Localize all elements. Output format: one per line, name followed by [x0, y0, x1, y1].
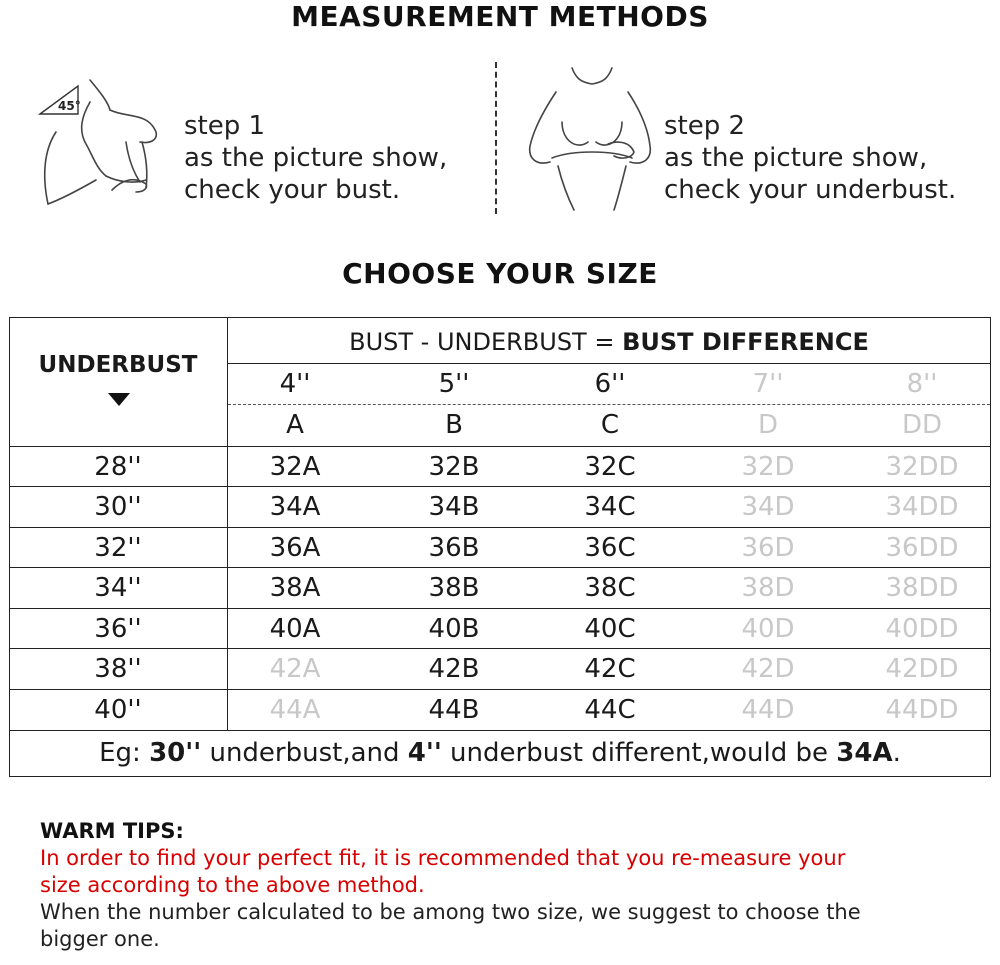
size-cell: 42B [428, 654, 480, 684]
angle-label: 45° [58, 99, 81, 113]
table-vdivider [227, 317, 228, 731]
arrow-down-icon [108, 393, 130, 406]
col-cup: A [286, 410, 304, 440]
formula-prefix: BUST - UNDERBUST = [349, 328, 623, 356]
size-cell: 34B [428, 492, 480, 522]
size-cell: 40DD [885, 614, 959, 644]
size-cell: 42DD [885, 654, 959, 684]
warm-tips [40, 818, 861, 953]
size-cell: 42D [741, 654, 795, 684]
step-1-label: step 1 [184, 111, 266, 141]
step-2-line1: as the picture show, [664, 143, 928, 173]
size-cell: 44C [584, 695, 636, 725]
size-cell: 32D [741, 452, 795, 482]
underbust-header: UNDERBUST [38, 352, 198, 378]
size-cell: 32C [584, 452, 636, 482]
size-cell: 38D [741, 573, 795, 603]
size-cell: 34D [741, 492, 795, 522]
size-cell: 40C [584, 614, 636, 644]
size-cell: 34C [584, 492, 636, 522]
tips-line: bigger one. [40, 927, 160, 951]
underbust-value: 36'' [94, 614, 142, 644]
formula-bold: BUST DIFFERENCE [622, 328, 869, 356]
size-cell: 32A [269, 452, 321, 482]
bust-difference-formula [228, 322, 990, 362]
underbust-value: 28'' [94, 452, 142, 482]
underbust-measure-illustration [522, 62, 662, 212]
step-2-line2: check your underbust. [664, 175, 957, 205]
col-diff: 7'' [752, 369, 784, 399]
step-2-label: step 2 [664, 111, 746, 141]
underbust-value: 40'' [94, 695, 142, 725]
size-cell: 42A [269, 654, 321, 684]
step-2-text [664, 110, 956, 206]
col-diff: 5'' [438, 369, 470, 399]
size-cell: 44D [741, 695, 795, 725]
size-cell: 38A [269, 573, 321, 603]
size-cell: 40B [428, 614, 480, 644]
underbust-value: 30'' [94, 492, 142, 522]
size-cell: 42C [584, 654, 636, 684]
size-cell: 32B [428, 452, 480, 482]
size-cell: 40A [269, 614, 321, 644]
col-diff: 6'' [594, 369, 626, 399]
size-cell: 44DD [885, 695, 959, 725]
tips-line: When the number calculated to be among two size, we suggest to choose the [40, 900, 861, 924]
size-cell: 36DD [885, 533, 959, 563]
col-cup: C [600, 410, 620, 440]
size-cell: 38B [428, 573, 480, 603]
size-cell: 36D [741, 533, 795, 563]
size-cell: 36C [584, 533, 636, 563]
size-cell: 36B [428, 533, 480, 563]
underbust-value: 38'' [94, 654, 142, 684]
tips-red-line: In order to find your perfect fit, it is recommended that you re-measure your [40, 846, 846, 870]
size-cell: 34A [269, 492, 321, 522]
col-cup: DD [901, 410, 943, 440]
col-diff: 8'' [906, 369, 938, 399]
step-1-text [184, 110, 447, 206]
size-cell: 40D [741, 614, 795, 644]
step-1-line2: check your bust. [184, 175, 401, 205]
size-cell: 44A [269, 695, 321, 725]
size-cell: 38C [584, 573, 636, 603]
underbust-value: 32'' [94, 533, 142, 563]
step-divider [495, 62, 497, 214]
size-cell: 34DD [885, 492, 959, 522]
page-title: MEASUREMENT METHODS [291, 0, 709, 33]
size-cell: 44B [428, 695, 480, 725]
size-section-title: CHOOSE YOUR SIZE [342, 257, 658, 290]
size-example: Eg: 30'' underbust,and 4'' underbust different,would be 34A. [99, 738, 901, 768]
tips-title: WARM TIPS: [40, 819, 184, 843]
bust-measure-illustration [30, 72, 170, 212]
col-cup: B [445, 410, 463, 440]
col-cup: D [757, 410, 779, 440]
underbust-value: 34'' [94, 573, 142, 603]
size-cell: 36A [269, 533, 321, 563]
size-cell: 32DD [885, 452, 959, 482]
step-1-line1: as the picture show, [184, 143, 448, 173]
size-cell: 38DD [885, 573, 959, 603]
col-diff: 4'' [279, 369, 311, 399]
tips-red-line: size according to the above method. [40, 873, 425, 897]
